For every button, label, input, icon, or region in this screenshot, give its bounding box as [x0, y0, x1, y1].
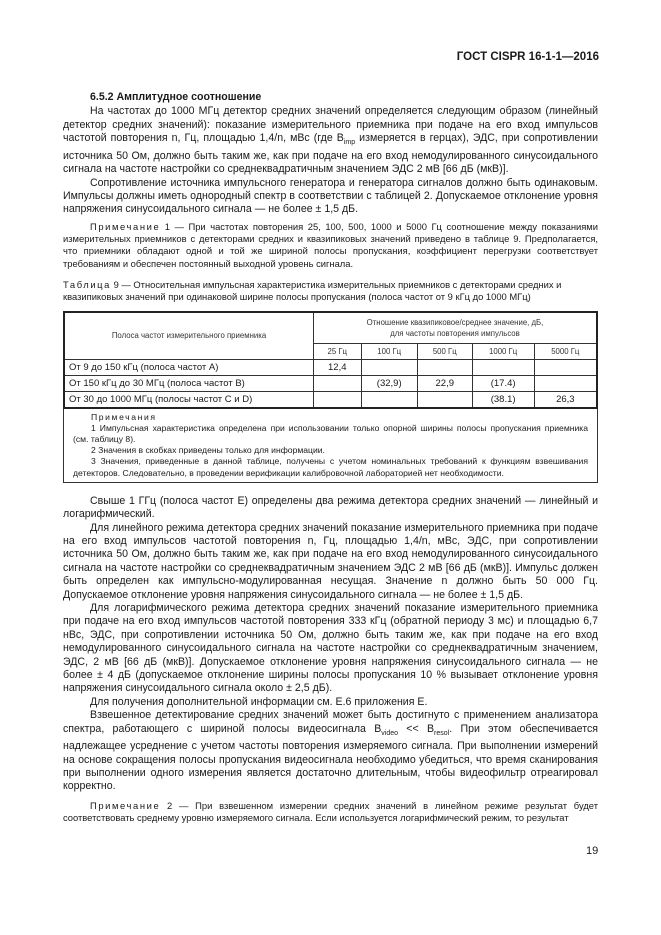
table-cell: (17.4): [472, 375, 534, 391]
table-cell: [534, 359, 597, 375]
table-cell: [361, 359, 417, 375]
table-cell: [314, 375, 362, 391]
table-cell: 26,3: [534, 391, 597, 408]
document-header: ГОСТ CISPR 16-1-1—2016: [456, 51, 599, 63]
paragraph-above-1ghz: Свыше 1 ГГц (полоса частот Е) определены два режима детектора средних значений — линейный и логарифмический.: [63, 494, 598, 521]
paragraph-log-mode: Для логарифмического режима детектора средних значений показание измерительного приемника при подаче на его вход импульсов частотой повторения 333 кГц (обратной периоду 3 мс) и площадью 6,7 нВс, ЭДС, при сопротивлении источника 50 Ом, должно быть таким же, как при подаче на его вход немодулированного синусоидального сигнала на частоте настройки со среднеквадратичным значением, ЭДС, 2 мВ [66 дБ (мкВ)]. Допускаемое отклонение уровня напряжения синусоидального сигнала — не более ± 4 дБ (допускаемое отклонение ширины полосы пропускания 10 % вызывает отклонение уровня напряжения синусоидального сигнала около ± 2,5 дБ).: [63, 602, 598, 695]
table-caption: Таблица 9 — Относительная импульсная характеристика измерительных приемников с детекторами средних и квазипиковых значений при одинаковой ширине полосы пропускания (полоса частот от 9 кГц до 1000 МГц): [63, 278, 562, 303]
table-row: [64, 391, 597, 408]
paragraph-reference: Для получения дополнительной информации см. Е.6 приложения Е.: [90, 695, 428, 708]
table-cell-band: От 150 кГц до 30 МГц (полоса частот В): [64, 375, 314, 391]
table-header-freq: 1000 Гц: [472, 343, 534, 359]
table-note: 1 Импульсная характеристика определена при использовании только опорной ширины полосы пропускания приемника (см. таблицу 8).: [73, 422, 588, 444]
table-cell-band: От 30 до 1000 МГц (полосы частот С и D): [64, 391, 314, 408]
table-header-freq: 5000 Гц: [534, 343, 597, 359]
paragraph-source-impedance: Сопротивление источника импульсного генератора и генератора сигналов должно быть одинаковым. Импульсы должны иметь однородный спектр в соответствии с таблицей 2. Допускаемое отклонение уровня напряжения синусоидального сигнала — не более ± 1,5 дБ.: [63, 176, 598, 216]
table-row: [64, 375, 597, 391]
page-content: [63, 91, 598, 824]
table-header-freq: 25 Гц: [314, 343, 362, 359]
page-number: 19: [586, 845, 599, 857]
table-cell: [417, 391, 472, 408]
table-cell: 12,4: [314, 359, 362, 375]
table-notes: [63, 409, 598, 483]
table-cell: 22,9: [417, 375, 472, 391]
table-cell: [314, 391, 362, 408]
paragraph-definition: На частотах до 1000 МГц детектор средних значений определяется следующим образом (линейный детектор средних значений): показание измерительного приемника при подаче на его вход импульсов частотой повторения n, Гц, площадью 1,4/n, мВс (где $B_{imp}$ измеряется в герцах), ЭДС, при сопротивлении источника 50 Ом, должно быть таким же, как при подаче на его вход немодулированного синусоидального сигнала на частоте настройки со среднеквадратичным значением ЭДС 2 мВ [66 дБ (мкВ)].: [63, 105, 598, 176]
note-1: Примечание 1 — При частотах повторения 25, 100, 500, 1000 и 5000 Гц соотношение между показаниями измерительных приемников с детекторами средних и квазипиковых значений приведено в таблице 9. Предполагается, что приемники обладают одной и той же шириной полосы пропускания, коэффициент перегрузки соответствует требованиям и обеспечен постоянный выходной уровень сигнала.: [63, 220, 598, 269]
table-note: 2 Значения в скобках приведены только для информации.: [91, 445, 325, 456]
table-header-freq: 500 Гц: [417, 343, 472, 359]
table-header-band: Полоса частот измерительного приемника: [64, 312, 314, 360]
note-2: Примечание 2 — При взвешенном измерении средних значений в линейном режиме результат будет соответствовать среднему уровню измеряемого сигнала. Если используется логарифмический режим, то результат: [63, 799, 598, 824]
table-header-freq: 100 Гц: [361, 343, 417, 359]
table-header-group: Отношение квазипиковое/среднее значение, дБ, для частоты повторения импульсов: [314, 312, 598, 344]
table-cell: [534, 375, 597, 391]
table-cell: [472, 359, 534, 375]
section-title: 6.5.2 Амплитудное соотношение: [90, 91, 262, 103]
table-cell: (38.1): [472, 391, 534, 408]
table-notes-title: Примечания: [91, 411, 157, 422]
paragraph-weighted-detection: Взвешенное детектирование средних значений может быть достигнуто с применением анализатора спектра, работающего с шириной полосы видеосигнала $B_{video} << B_{resol}$. При этом обеспечивается надлежащее усреднение с учетом частоты повторения измеряемого сигнала. При выполнении измерений на основе сокращения полосы пропускания видеосигнала необходимо убедиться, что время сканирования при выполнении одного измерения является достаточно длительным, чтобы видеофильтр отреагировал корректно.: [63, 709, 598, 793]
ratio-table: [63, 311, 598, 409]
table-cell: [417, 359, 472, 375]
paragraph-linear-mode: Для линейного режима детектора средних значений показание измерительного приемника при подаче на его вход импульсов частотой повторения n, Гц, площадью 1,4/n, мВс, ЭДС, при сопротивлении источника 50 Ом, должно быть таким же, как при подаче на его вход немодулированного синусоидального сигнала на частоте настройки со среднеквадратичным значением ЭДС 2 мВ [66 дБ (мкВ)]. Импульс должен быть определен как импульсно-модулированная несущая. Значение n должно быть 50 000 Гц. Допускаемое отклонение уровня напряжения синусоидального сигнала — не более ± 1,5 дБ.: [63, 521, 598, 601]
table-cell: (32,9): [361, 375, 417, 391]
table-cell-band: От 9 до 150 кГц (полоса частот А): [64, 359, 314, 375]
table-row: [64, 359, 597, 375]
table-cell: [361, 391, 417, 408]
table-note: 3 Значения, приведенные в данной таблице, получены с учетом номинальных требований к функциям взвешивания детекторов. Следовательно, в проведении верификации калибровочной лабораторией нет необходимости.: [73, 456, 588, 478]
